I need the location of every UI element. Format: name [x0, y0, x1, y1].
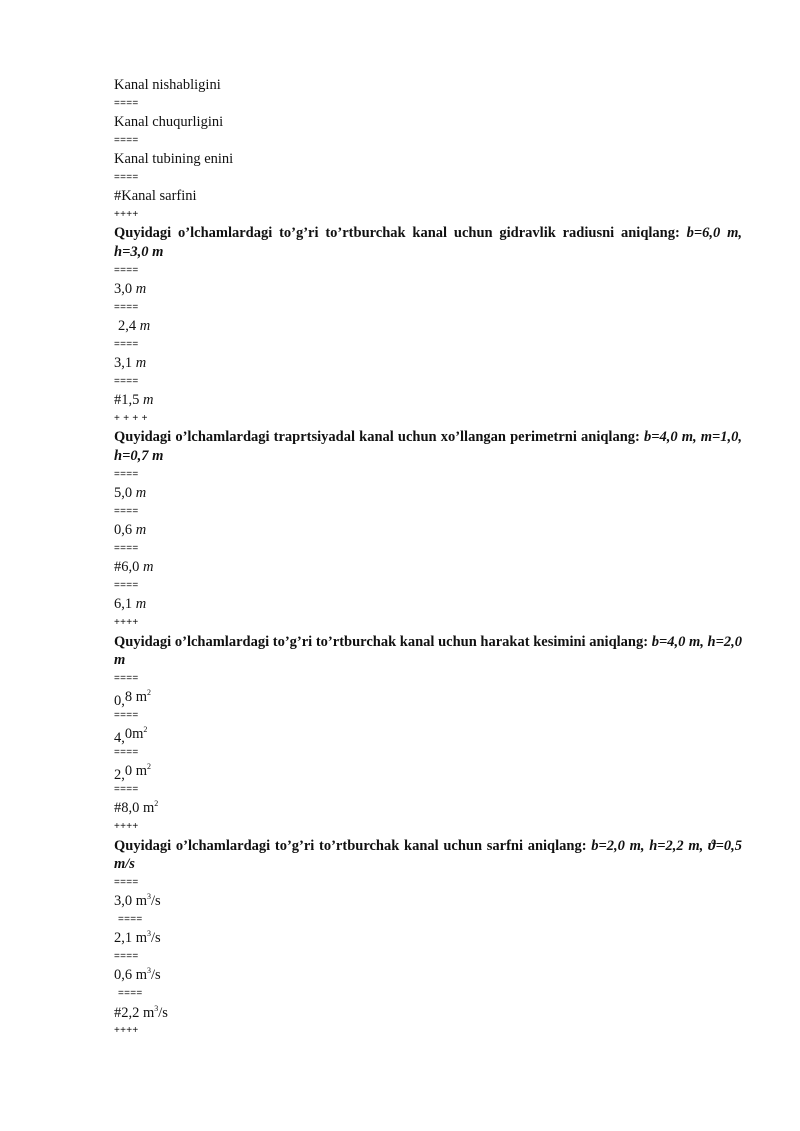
- intro-option-3: Kanal tubining enini: [114, 151, 234, 168]
- intro-option-4-correct: #Kanal sarfini: [114, 188, 197, 205]
- answer-value: #1,5: [114, 392, 140, 409]
- answer-value: #8,0 m: [114, 800, 155, 817]
- q2-answer-1: [114, 484, 742, 503]
- superscript: 2: [143, 725, 148, 735]
- answer-value: 2,1 m: [114, 930, 148, 947]
- q1-answer-2: [114, 317, 742, 336]
- option-separator: ====: [114, 746, 139, 758]
- q2-answer-3-correct: [114, 558, 742, 577]
- answer-unit: m: [135, 281, 147, 298]
- option-separator: ====: [114, 301, 139, 313]
- option-separator: ====: [118, 913, 143, 925]
- q4-answer-3: [114, 966, 742, 985]
- answer-unit: m: [135, 522, 147, 539]
- option-separator: ====: [114, 171, 139, 183]
- answer-value: 0,6: [114, 522, 133, 539]
- question-2-text: Quyidagi o’lchamlardagi traprtsiyadal kanal uchun xo’llangan perimetrni aniqlang:: [114, 429, 644, 446]
- answer-unit: m: [135, 355, 147, 372]
- superscript: 2: [154, 799, 159, 809]
- option-separator: ====: [118, 988, 143, 1000]
- question-3-params: b=4,0 m, h=2,0 m: [114, 633, 743, 669]
- option-separator: ====: [114, 950, 139, 962]
- answer-value: #2,2 m: [114, 1004, 155, 1021]
- question-1-text: Quyidagi o’lchamlardagi to’g’ri to’rtburchak kanal uchun gidravlik radiusni aniqlang:: [114, 225, 687, 242]
- answer-value-part: 0,: [114, 693, 125, 710]
- superscript: 2: [147, 762, 152, 772]
- answer-value: 0,6 m: [114, 967, 148, 984]
- question-separator: ++++: [114, 1025, 139, 1037]
- answer-value-part: 4,: [114, 730, 125, 747]
- option-separator: ====: [114, 709, 139, 721]
- answer-unit: /s: [158, 1004, 168, 1021]
- answer-unit: m: [143, 392, 154, 409]
- answer-value: 6,1: [114, 596, 133, 613]
- q4-answer-2: [114, 929, 742, 948]
- superscript: 3: [147, 966, 152, 976]
- option-separator: ====: [114, 876, 139, 888]
- answer-value: 2,4: [118, 318, 137, 335]
- superscript: 3: [147, 892, 152, 902]
- question-4: [114, 837, 742, 874]
- answer-unit: m: [143, 559, 154, 576]
- option-separator: ====: [114, 97, 139, 109]
- question-1: [114, 224, 742, 261]
- question-separator: ++++: [114, 208, 139, 220]
- q1-answer-1: [114, 280, 742, 299]
- question-separator: + + + +: [114, 412, 148, 424]
- answer-value-part: 0m: [124, 726, 144, 743]
- q3-answer-2: [114, 725, 742, 747]
- superscript: 2: [147, 688, 152, 698]
- answer-value-part: 2,: [114, 767, 125, 784]
- option-separator: ====: [114, 134, 139, 146]
- option-separator: ====: [114, 338, 139, 350]
- answer-value: 3,0: [114, 281, 133, 298]
- answer-unit: m: [135, 485, 147, 502]
- answer-unit: /s: [151, 930, 161, 947]
- option-separator: ====: [114, 783, 139, 795]
- question-separator: ++++: [114, 821, 139, 833]
- q2-answer-2: [114, 521, 742, 540]
- answer-value: 5,0: [114, 485, 133, 502]
- option-separator: ====: [114, 264, 139, 276]
- answer-unit: m: [135, 596, 147, 613]
- answer-value-part: 0 m: [124, 763, 148, 780]
- q3-answer-3: [114, 762, 742, 784]
- question-2-params: b=4,0 m, m=1,0, h=0,7 m: [114, 429, 742, 465]
- q2-answer-4: [114, 595, 742, 614]
- question-4-params: b=2,0 m, h=2,2 m, ϑ=0,5 m/s: [114, 837, 742, 873]
- answer-value: #6,0: [114, 559, 140, 576]
- q3-answer-1: [114, 688, 742, 710]
- question-4-text: Quyidagi o’lchamlardagi to’g’ri to’rtburchak kanal uchun sarfni aniqlang:: [114, 837, 592, 854]
- question-3-text: Quyidagi o’lchamlardagi to’g’ri to’rtburchak kanal uchun harakat kesimini aniqlang:: [114, 633, 652, 650]
- intro-option-2: Kanal chuqurligini: [114, 114, 224, 131]
- question-2: [114, 428, 742, 465]
- q1-answer-3: [114, 354, 742, 373]
- intro-option-1: Kanal nishabligini: [114, 77, 221, 93]
- question-separator: ++++: [114, 617, 139, 628]
- answer-value: 3,1: [114, 355, 133, 372]
- option-separator: ====: [114, 542, 139, 554]
- option-separator: ====: [114, 468, 139, 480]
- answer-unit: /s: [151, 967, 161, 984]
- q4-answer-1: [114, 892, 742, 911]
- answer-value-part: 8 m: [124, 689, 148, 706]
- q4-answer-4-correct: [114, 1004, 742, 1023]
- question-3: [114, 633, 742, 670]
- answer-unit: /s: [151, 893, 161, 910]
- superscript: 3: [154, 1003, 159, 1013]
- q3-answer-4-correct: [114, 799, 742, 818]
- option-separator: ====: [114, 672, 139, 684]
- question-1-params: b=6,0 m, h=3,0 m: [114, 225, 742, 260]
- q1-answer-4-correct: [114, 391, 742, 410]
- option-separator: ====: [114, 375, 139, 387]
- option-separator: ====: [114, 505, 139, 517]
- answer-unit: m: [139, 318, 151, 335]
- option-separator: ====: [114, 579, 139, 591]
- superscript: 3: [147, 929, 152, 939]
- document-page: [114, 76, 742, 1041]
- answer-value: 3,0 m: [114, 893, 148, 910]
